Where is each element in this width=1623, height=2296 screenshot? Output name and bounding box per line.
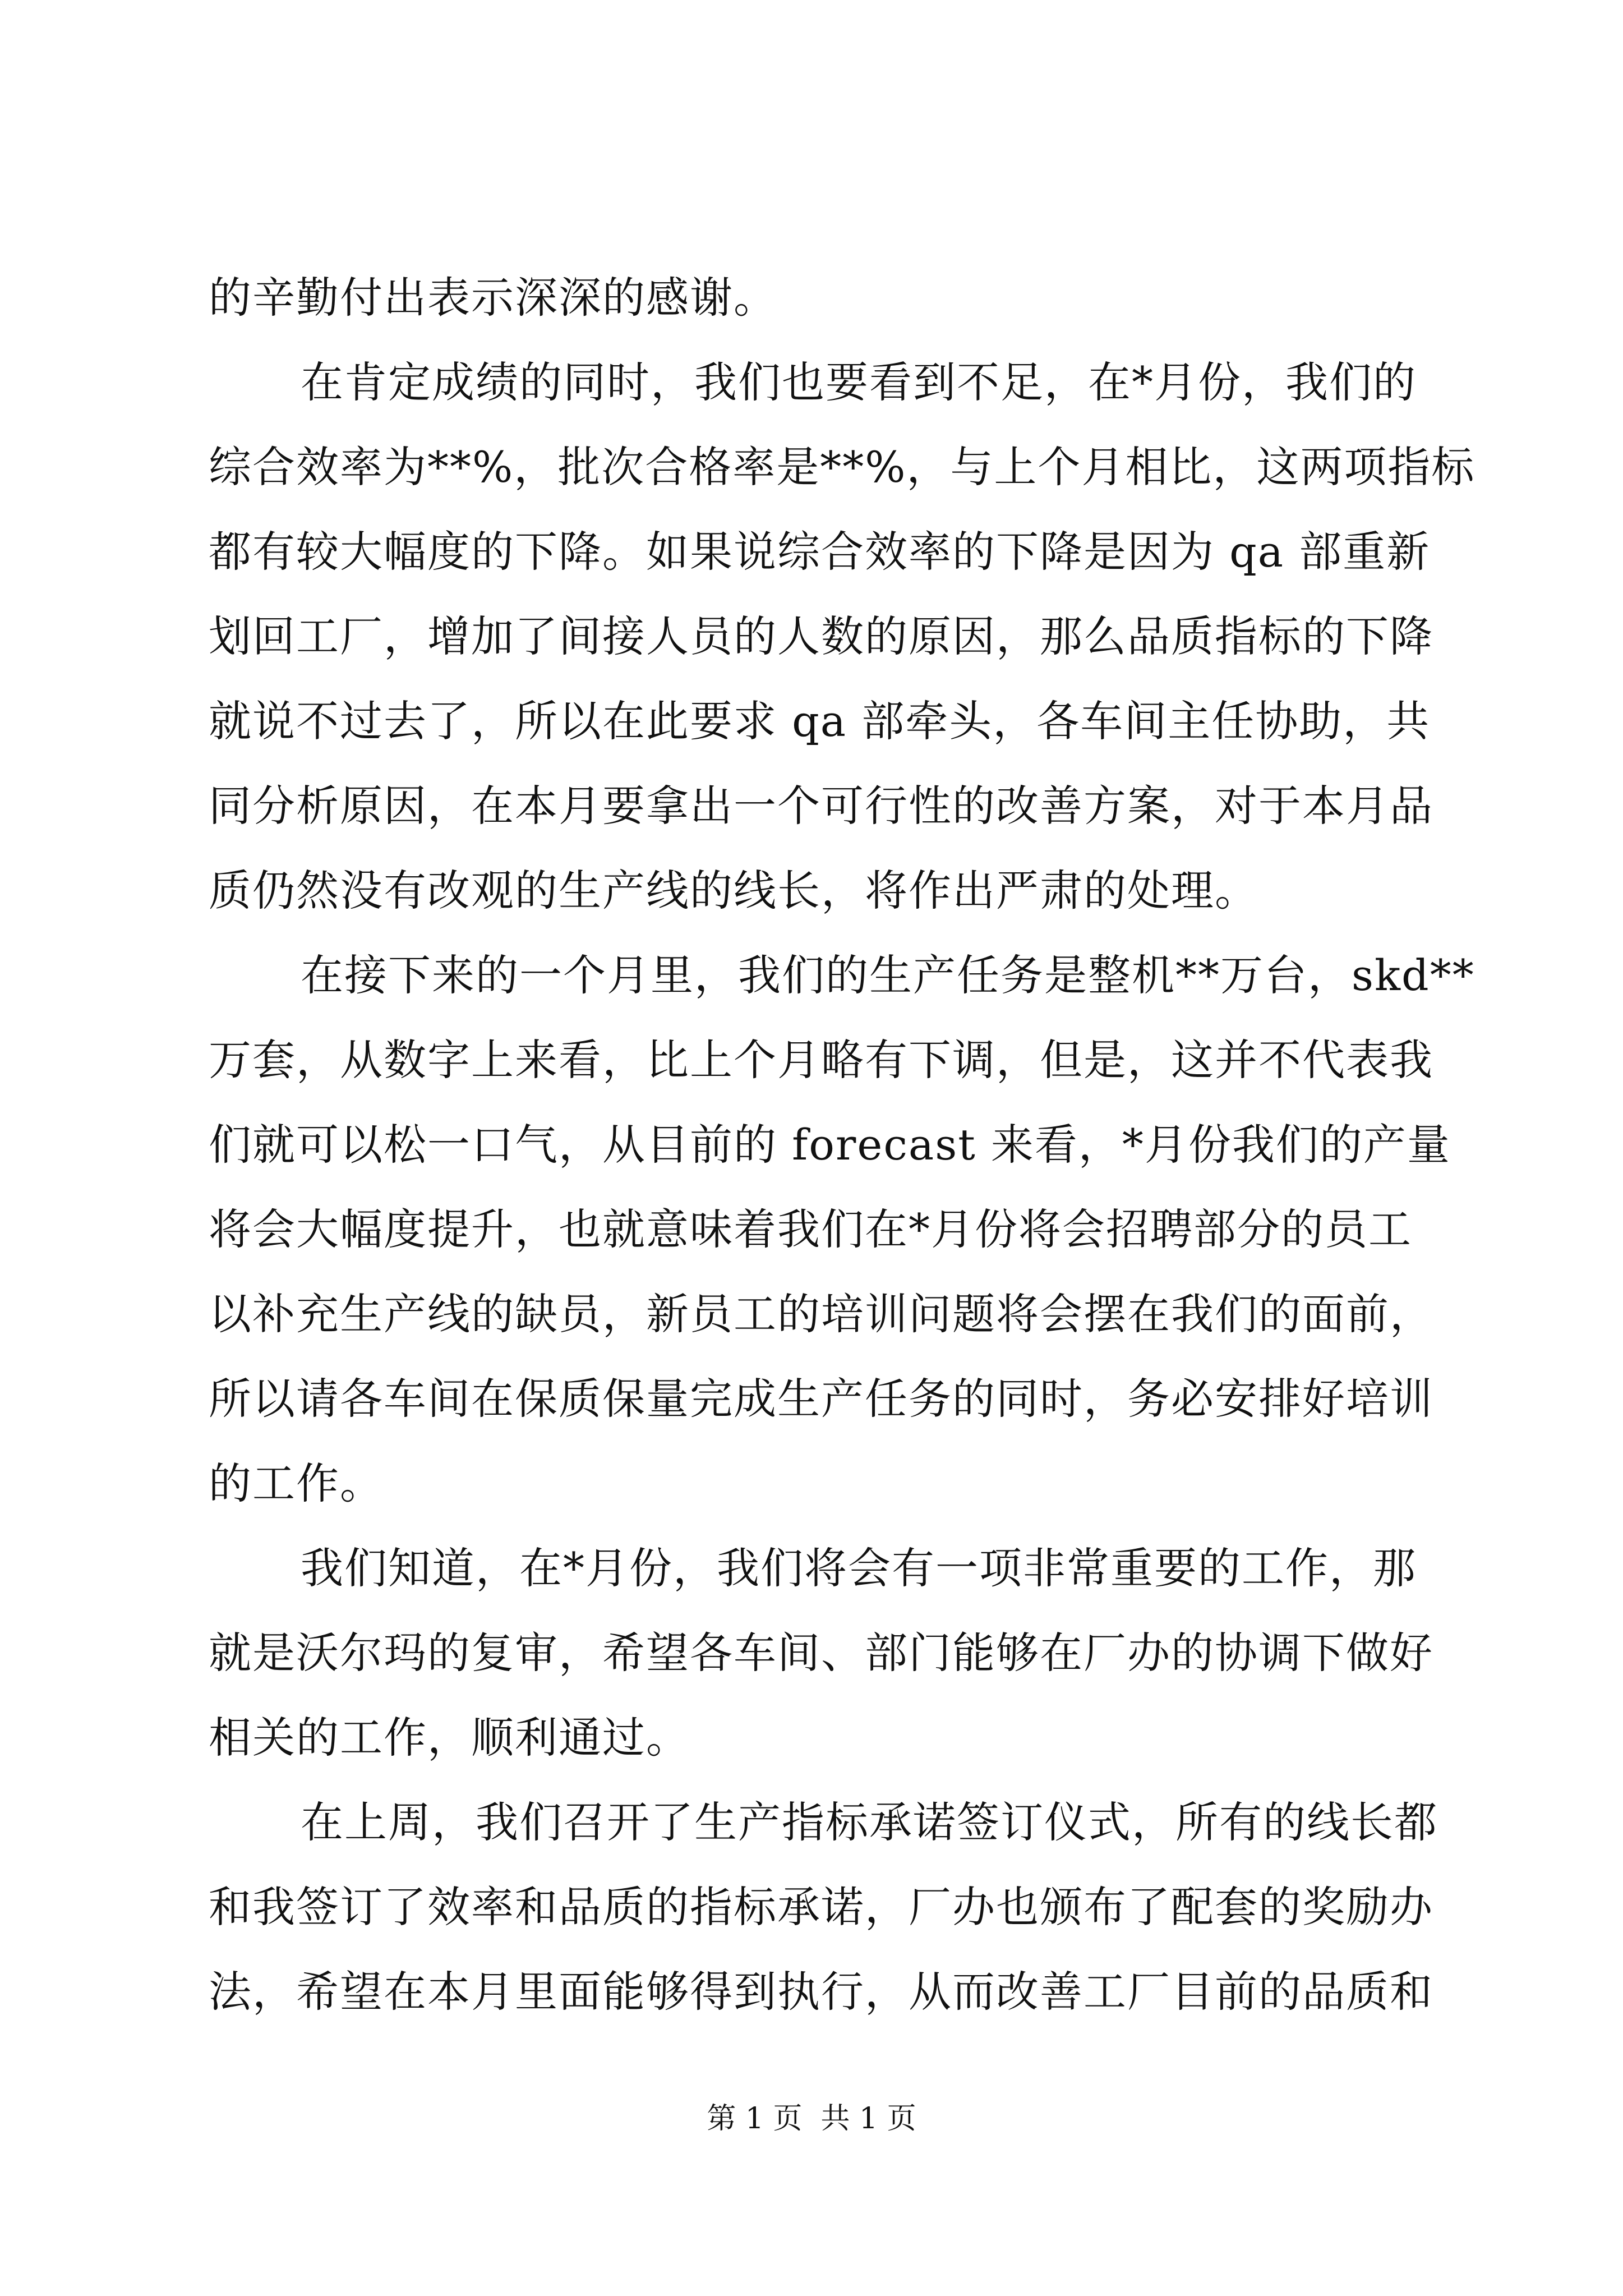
body-text [209, 255, 1476, 2034]
text-line: 在接下来的一个月里，我们的生产任务是整机**万台，skd** [301, 950, 1475, 1000]
text-line: 我们知道，在*月份，我们将会有一项非常重要的工作，那 [301, 1543, 1417, 1593]
text-line: 就是沃尔玛的复审，希望各车间、部门能够在厂办的协调下做好 [209, 1628, 1433, 1678]
text-line: 们就可以松一口气，从目前的 forecast 来看，*月份我们的产量 [209, 1120, 1451, 1170]
text-line: 都有较大幅度的下降。如果说综合效率的下降是因为 qa 部重新 [209, 527, 1431, 577]
text-line: 相关的工作，顺利通过。 [209, 1713, 690, 1763]
text-line: 同分析原因，在本月要拿出一个可行性的改善方案，对于本月品 [209, 781, 1433, 831]
text-line: 就说不过去了，所以在此要求 qa 部牵头，各车间主任协助，共 [209, 696, 1431, 746]
text-line: 划回工厂，增加了间接人员的人数的原因，那么品质指标的下降 [209, 611, 1433, 661]
text-line: 的工作。 [209, 1458, 384, 1508]
text-line: 综合效率为**%，批次合格率是**%，与上个月相比，这两项指标 [209, 442, 1476, 492]
text-line: 将会大幅度提升，也就意味着我们在*月份将会招聘部分的员工 [209, 1204, 1412, 1254]
text-line: 在上周，我们召开了生产指标承诺签订仪式，所有的线长都 [301, 1797, 1438, 1847]
text-line: 和我签订了效率和品质的指标承诺，厂办也颁布了配套的奖励办 [209, 1882, 1433, 1932]
text-line: 的辛勤付出表示深深的感谢。 [209, 273, 777, 323]
text-line: 质仍然没有改观的生产线的线长，将作出严肃的处理。 [209, 866, 1258, 915]
text-line: 法，希望在本月里面能够得到执行，从而改善工厂目前的品质和 [209, 1967, 1433, 2017]
text-line: 以补充生产线的缺员，新员工的培训问题将会摆在我们的面前， [209, 1289, 1433, 1339]
page-footer: 第 1 页 共 1 页 [707, 2102, 916, 2136]
text-line: 万套，从数字上来看，比上个月略有下调，但是，这并不代表我 [209, 1035, 1433, 1085]
text-line: 所以请各车间在保质保量完成生产任务的同时，务必安排好培训 [209, 1374, 1433, 1424]
text-line: 在肯定成绩的同时，我们也要看到不足，在*月份，我们的 [301, 357, 1417, 407]
